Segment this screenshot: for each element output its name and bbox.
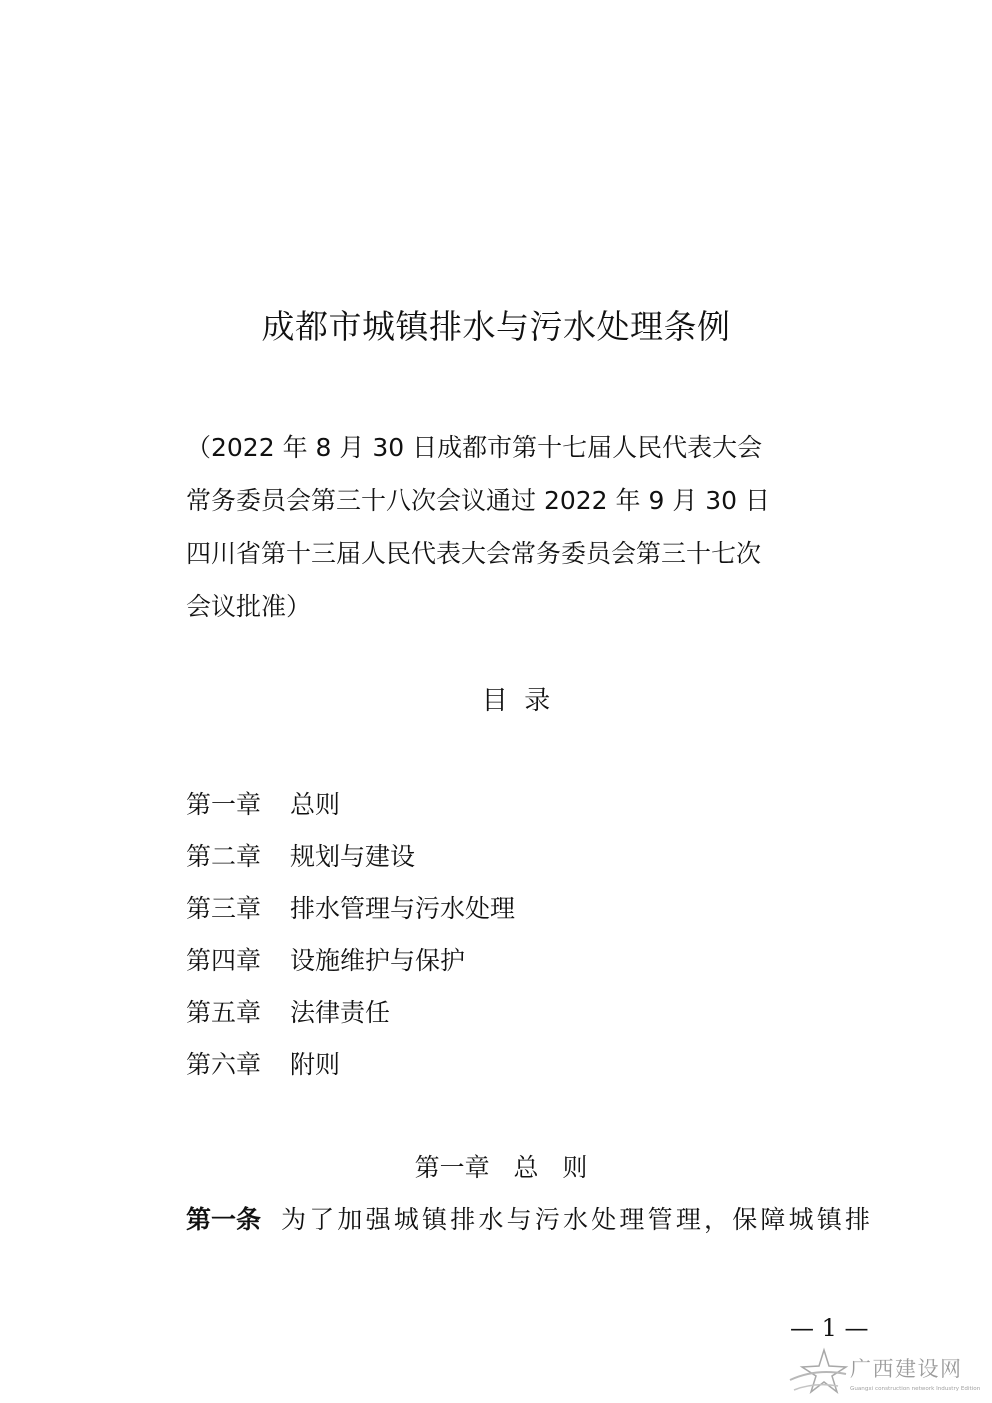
- toc-item: [186, 835, 515, 887]
- toc-item: [186, 991, 515, 1043]
- article-text: 为了加强城镇排水与污水处理管理，保障城镇排: [281, 1205, 874, 1234]
- page-number: — 1 —: [790, 1314, 869, 1342]
- toc-chapter-number: 第四章: [186, 946, 262, 975]
- watermark: [786, 1346, 986, 1398]
- toc-chapter-title: 附则: [290, 1050, 341, 1079]
- toc-item: [186, 939, 515, 991]
- toc-item: [186, 1043, 515, 1095]
- toc-chapter-title: 总则: [290, 790, 341, 819]
- toc-chapter-title: 规划与建设: [290, 842, 416, 871]
- table-of-contents: [186, 783, 515, 1095]
- toc-chapter-title: 法律责任: [290, 998, 391, 1027]
- adoption-note-line: 四川省第十三届人民代表大会常务委员会第三十七次: [186, 539, 762, 568]
- adoption-note-line: （2022 年 8 月 30 日成都市第十七届人民代表大会: [186, 433, 763, 462]
- toc-item: [186, 783, 515, 835]
- toc-chapter-number: 第五章: [186, 998, 262, 1027]
- star-logo-icon: [786, 1346, 986, 1398]
- adoption-note-line: 会议批准）: [186, 592, 312, 621]
- watermark-text: 广西建设网: [850, 1357, 963, 1381]
- chapter-heading: 第一章 总 则: [414, 1153, 588, 1182]
- article-paragraph: [186, 1200, 873, 1240]
- toc-item: [186, 887, 515, 939]
- toc-chapter-title: 设施维护与保护: [290, 946, 466, 975]
- watermark-subtext: Guangxi construction network Industry Edition: [850, 1386, 981, 1392]
- adoption-note: [186, 421, 826, 633]
- adoption-note-line: 常务委员会第三十八次会议通过 2022 年 9 月 30 日: [186, 486, 771, 515]
- article-label: 第一条: [186, 1205, 262, 1234]
- toc-chapter-title: 排水管理与污水处理: [290, 894, 516, 923]
- page-title: 成都市城镇排水与污水处理条例: [261, 307, 731, 346]
- toc-chapter-number: 第一章: [186, 790, 262, 819]
- toc-chapter-number: 第二章: [186, 842, 262, 871]
- toc-chapter-number: 第三章: [186, 894, 262, 923]
- toc-chapter-number: 第六章: [186, 1050, 262, 1079]
- toc-heading: 目 录: [481, 686, 551, 716]
